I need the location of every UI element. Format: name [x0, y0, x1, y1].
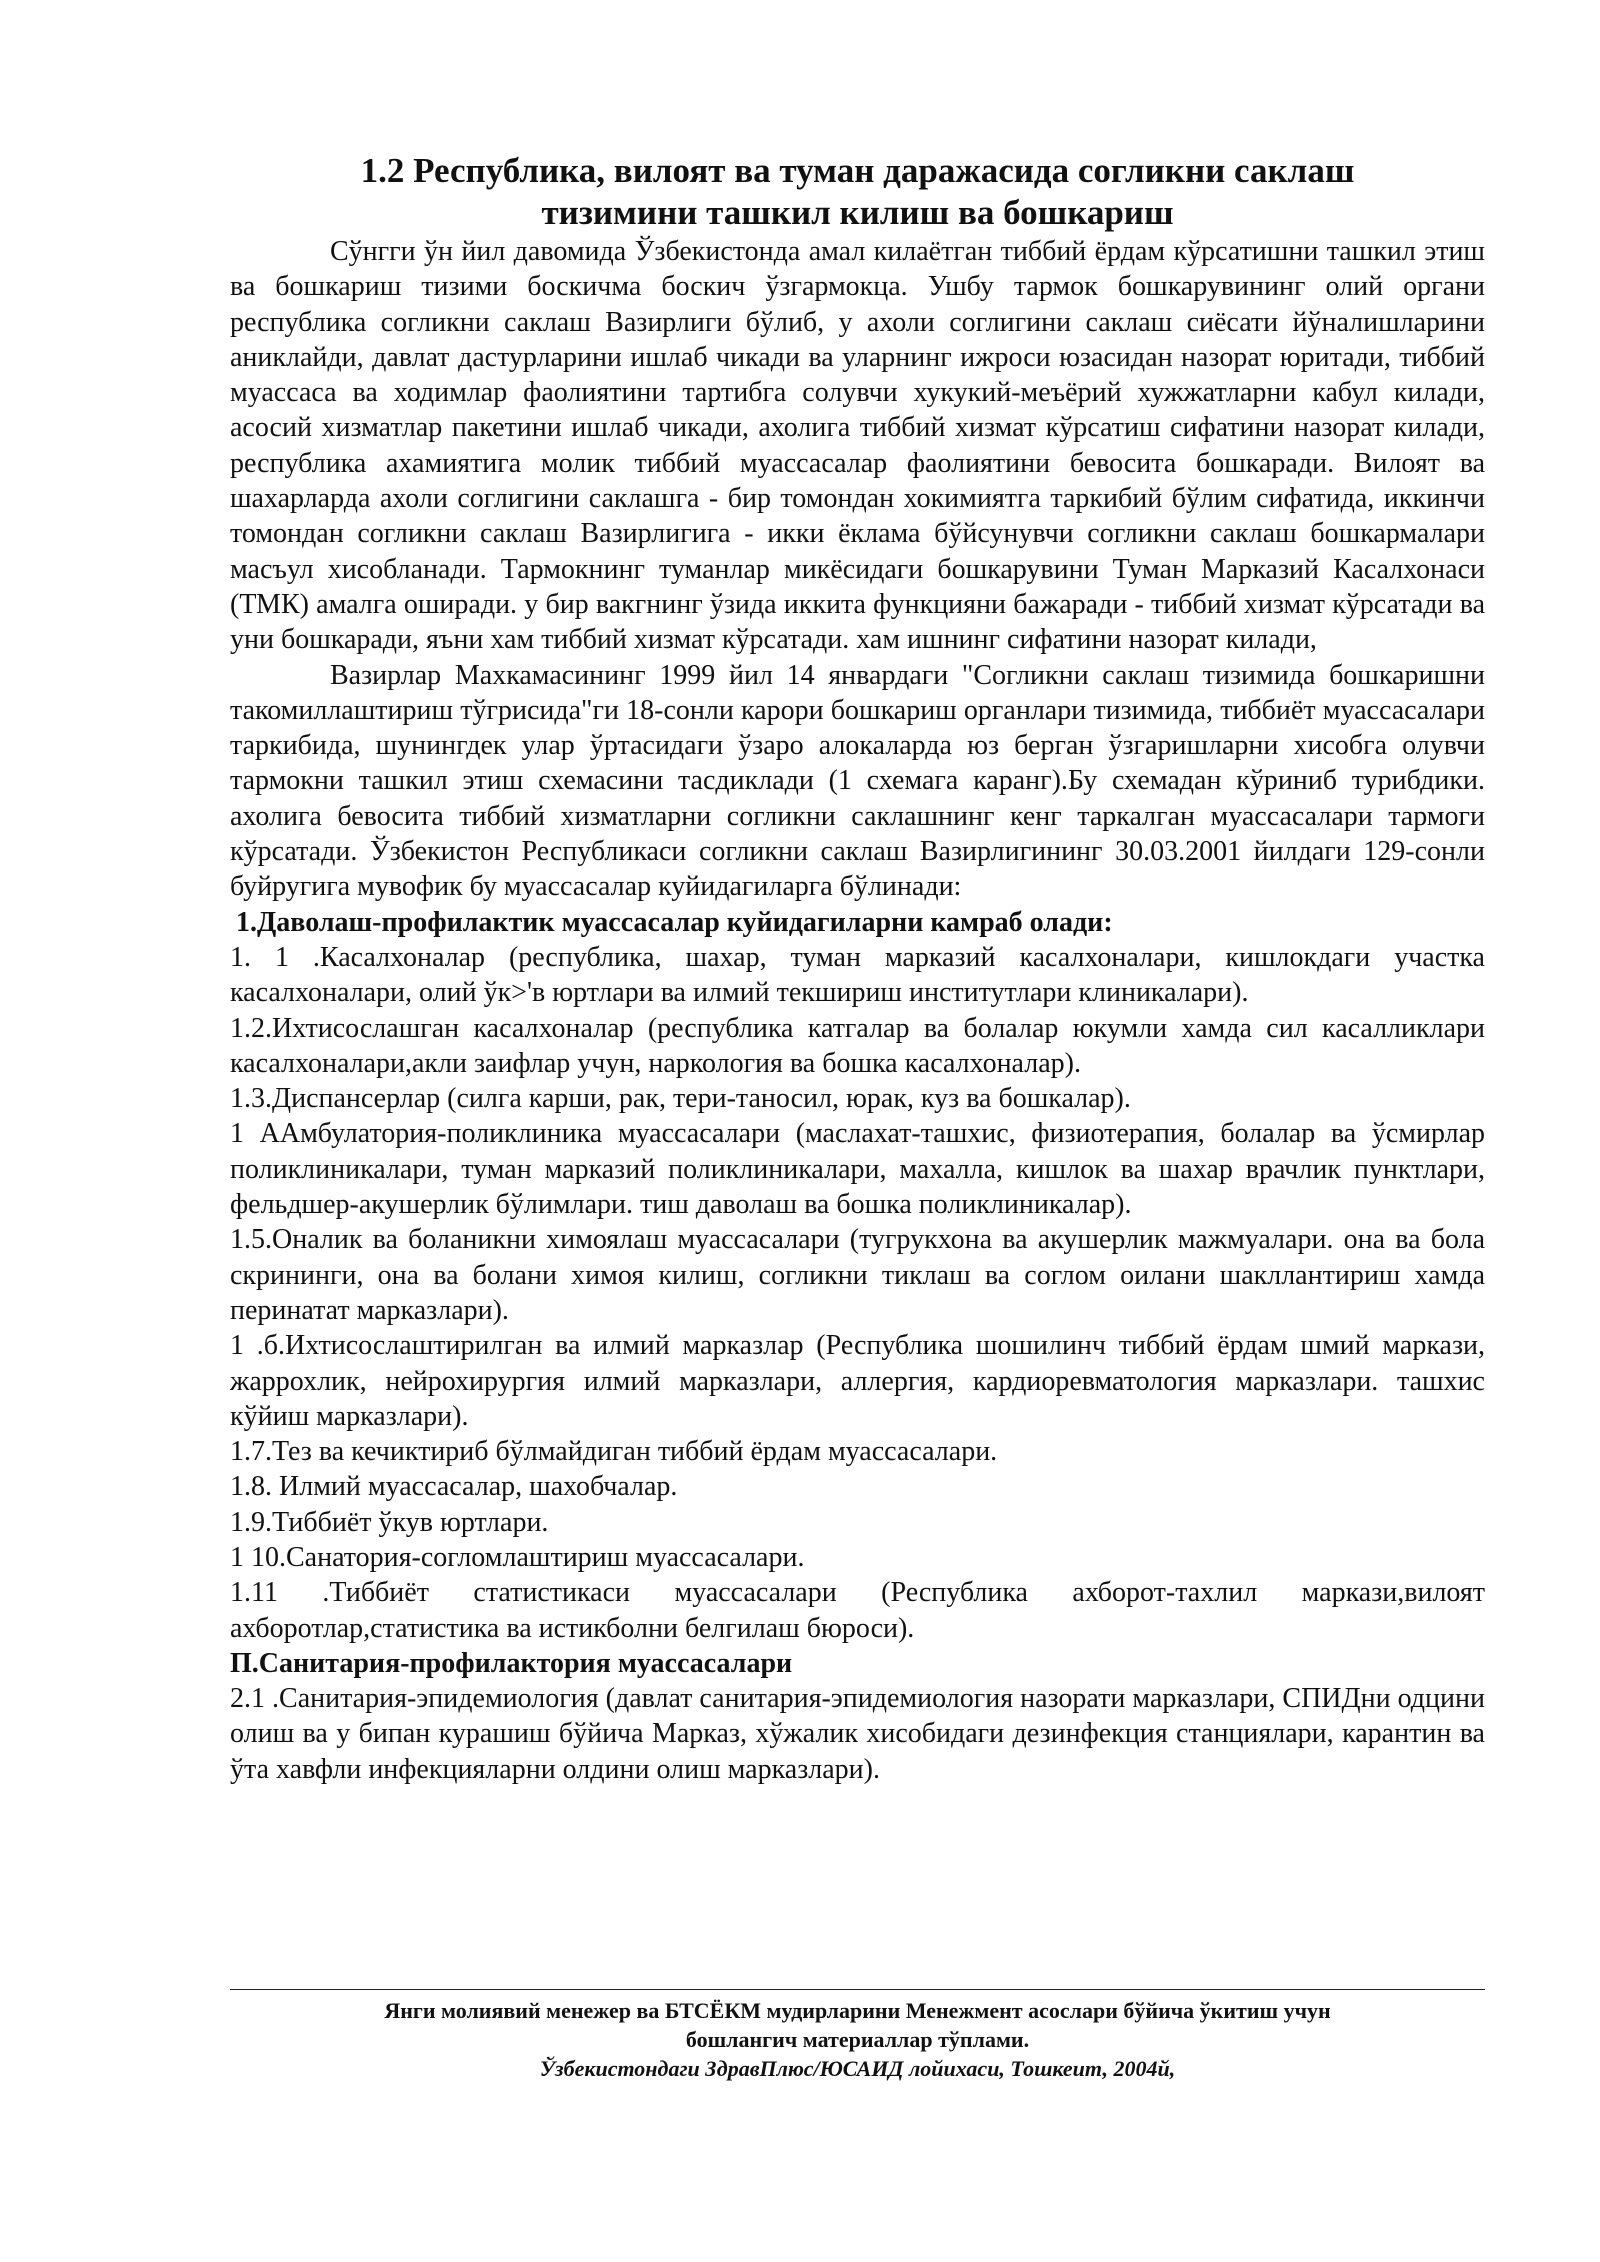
list-item: 2.1 .Санитария-эпидемиология (давлат санитария-эпидемиология назорати марказлари, СПИДни одцини олиш ва у бипан курашиш бўйича Марказ, хўжалик хисобидаги дезинфекция станциялари, карантин ва ўта хавфли инфекцияларни олдини олиш марказлари). [230, 1683, 1485, 1785]
list-item: 1.8. Илмий муассасалар, шахобчалар. [230, 1471, 678, 1503]
intro-paragraph-2: Вазирлар Махкамасининг 1999 йил 14 январдаги "Согликни саклаш тизимида бошкаришни такомиллаштириш тўгрисида"ги 18-сонли карори бошкариш органлари тизимида, тиббиёт муассасалари таркибида, шунингдек улар ўртасидаги ўзаро алокаларда юз берган ўзгаришларни хисобга олувчи тармокни ташкил этиш схемасини тасдиклади (1 схемага каранг).Бу схемадан кўриниб турибдики. ахолига бевосита тиббий хизматларни согликни саклашнинг кенг таркалган муассасалари тармоги кўрсатади. Ўзбекистон Республикаси согликни саклаш Вазирлигининг 30.03.2001 йилдаги 129-сонли буйругига мувофик бу муассасалар куйидагиларга бўлинади: [230, 659, 1485, 903]
list-item: 1.5.Оналик ва боланикни химоялаш муассасалари (тугрукхона ва акушерлик мажмуалари. она ва бола скрининги, она ва болани химоя килиш, согликни тиклаш ва соглом оилани шакллантириш хамда перинатат марказлари). [230, 1224, 1485, 1326]
list-item: 1.9.Тиббиёт ўкув юртлари. [230, 1506, 549, 1538]
document-page [230, 150, 1485, 1787]
page-title-line-2: тизимини ташкил килиш ва бошкариш [541, 193, 1174, 232]
list-item: 1.2.Ихтисослашган касалхоналар (республика катгалар ва болалар юкумли хамда сил касалликлари касалхоналари,акли заифлар учун, наркология ва бошка касалхоналар). [230, 1012, 1485, 1079]
page-title-line-1: 1.2 Республика, вилоят ва туман даражасида согликни саклаш [360, 151, 1355, 190]
page-footer [230, 1989, 1485, 2083]
list-item: 1.7.Тез ва кечиктириб бўлмайдиган тиббий ёрдам муассасалари. [230, 1436, 998, 1468]
list-item: 1 10.Санатория-согломлаштириш муассасалари. [230, 1541, 805, 1573]
list-item: 1 ААмбулатория-поликлиника муассасалари (маслахат-ташхис, физиотерапия, болалар ва ўсмирлар поликлиникалари, туман марказий поликлиникалари, махалла, кишлок ва шахар врачлик пунктлари, фельдшер-акушерлик бўлимлари. тиш даволаш ва бошка поликлиникалар). [230, 1118, 1485, 1221]
list-item: 1 .б.Ихтисослаштирилган ва илмий марказлар (Республика шошилинч тиббий ёрдам шмий маркази, жаррохлик, нейрохирургия илмий марказлари, аллергия, кардиоревматология марказлари. ташхис кўйиш марказлари). [230, 1330, 1485, 1432]
list-item: 1. 1 .Касалхоналар (республика, шахар, туман марказий касалхоналари, кишлокдаги участка касалхоналари, олий ўк>'в юртлари ва илмий текшириш институтлари клиникалари). [230, 941, 1485, 1009]
section-1-heading: 1.Даволаш-профилактик муассасалар куйидагиларни камраб олади: [236, 906, 1113, 938]
intro-paragraph-1: Сўнгги ўн йил давомида Ўзбекистонда амал килаётган тиббий ёрдам кўрсатишни ташкил этиш ва бошкариш тизими боскичма боскич ўзгармокца. Ушбу тармок бошкарувининг олий органи республика согликни саклаш Вазирлиги бўлиб, у ахоли соглигини саклаш сиёсати йўналишларини аниклайди, давлат дастурларини ишлаб чикади ва уларнинг ижроси юзасидан назорат юритади, тиббий муассаса ва ходимлар фаолиятини тартибга солувчи хукукий-меъёрий хужжатларни кабул килади, асосий хизматлар пакетини ишлаб чикади, ахолига тиббий хизмат кўрсатиш сифатини назорат килади, республика ахамиятига молик тиббий муассасалар фаолиятини бевосита бошкаради. Вилоят ва шахарларда ахоли соглигини саклашга - бир томондан хокимиятга таркибий бўлим сифатида, иккинчи томондан согликни саклаш Вазирлигига - икки ёклама бўйсунувчи согликни саклаш бошкармалари масъул хисобланади. Тармокнинг туманлар микёсидаги бошкарувини Туман Марказий Касалхонаси (ТМК) амалга оширади. у бир вакгнинг ўзида иккита функцияни бажаради - тиббий хизмат кўрсатади ва уни бошкаради, яъни хам тиббий хизмат кўрсатади. хам ишнинг сифатини назорат килади, [230, 236, 1485, 656]
section-2-heading: П.Санитария-профилактория муассасалари [230, 1647, 793, 1679]
list-item: 1.3.Диспансерлар (силга карши, рак, тери-таносил, юрак, куз ва бошкалар). [230, 1083, 1131, 1115]
list-item: 1.11 .Тиббиёт статистикаси муассасалари (Республика ахборот-тахлил маркази,вилоят ахборотлар,статистика ва истикболни белгилаш бюроси). [230, 1577, 1485, 1644]
page-title [230, 150, 1485, 234]
footer-line-3: Ўзбекистондаги ЗдравПлюс/ЮСАИД лойихаси, Тошкеит, 2004й, [539, 2056, 1176, 2081]
footer-line-1: Янги молиявий менежер ва БТСЁКМ мудирларини Менежмент асослари бўйича ўкитиш учун [384, 1998, 1331, 2023]
footer-line-2: бошлангич материаллар тўплами. [685, 2027, 1030, 2052]
